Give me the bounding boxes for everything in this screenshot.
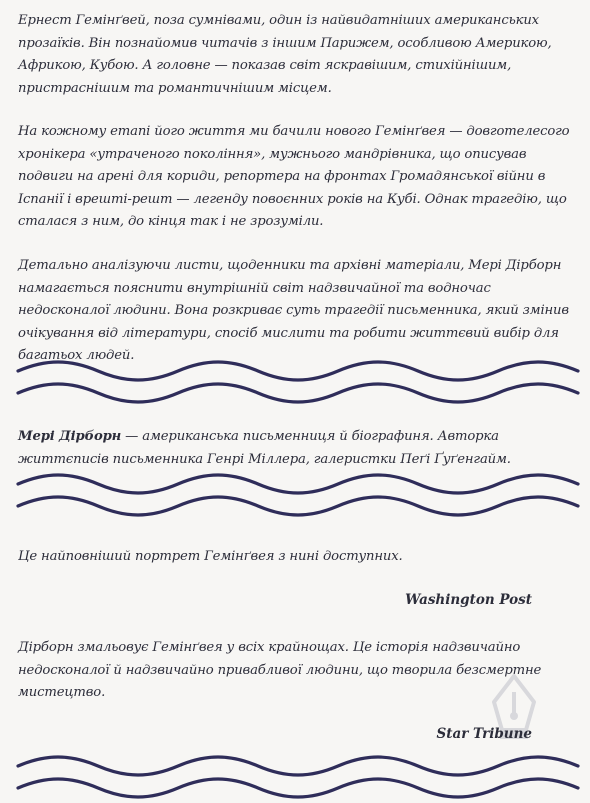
review-source-2: Star Tribune bbox=[436, 726, 532, 742]
intro-paragraph-2: На кожному етапі його життя ми бачили нового Гемінґвея — довготелесого хронікера «утраченого покоління», мужнього мандрівника, що описував подвиги на арені для кориди, репортера на фронтах Громадянської війни в Іспанії і врешті-решт — легенду повоєнних років на Кубі. Однак трагедію, що сталася з ним, до кінця так і не зрозуміли. bbox=[18, 124, 570, 230]
author-name: Мері Дірборн bbox=[18, 429, 122, 444]
author-bio-text: — американська письменниця й біографиня. Авторка життєписів письменника Генрі Міллера, галеристки Пеґі Ґуґенгайм. bbox=[18, 429, 511, 467]
intro-paragraph-1: Ернест Гемінґвей, поза сумнівами, один із найвидатніших американських прозаїків. Він познайомив читачів з іншим Парижем, особливою Америкою, Африкою, Кубою. А головне — показав світ яскравішим, стихійнішим, пристраснішим та романтичнішим місцем. bbox=[18, 13, 552, 96]
review-quote-1: Це найповніший портрет Гемінґвея з нині доступних. bbox=[18, 549, 403, 564]
intro-paragraph-3: Детально аналізуючи листи, щоденники та архівні матеріали, Мері Дірборн намагається пояснити внутрішній світ надзвичайної та водночас недосконалої людини. Вона розкриває суть трагедії письменника, який змінив очікування від літератури, спосіб мислити та робити життєвий вибір для багатьох людей. bbox=[18, 258, 569, 364]
author-bio bbox=[18, 426, 573, 471]
wave-divider-1 bbox=[0, 357, 590, 407]
review-source-1: Washington Post bbox=[405, 592, 532, 608]
wave-divider-2 bbox=[0, 470, 590, 520]
review-quote-2: Дірборн змальовує Гемінґвея у всіх крайнощах. Це історія надзвичайно недосконалої й надзвичайно привабливої людини, що творила безсмертне мистецтво. bbox=[18, 640, 542, 701]
wave-divider-3 bbox=[0, 752, 590, 802]
